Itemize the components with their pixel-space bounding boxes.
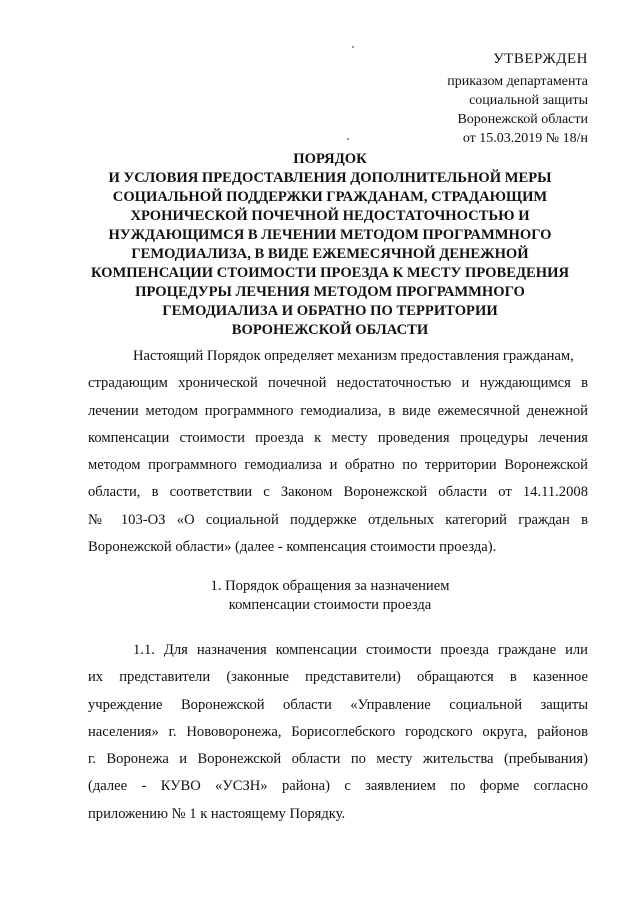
paragraph-line: Настоящий Порядок определяет механизм предоставления гражданам, <box>133 348 574 364</box>
title-line: ПОРЯДОК <box>293 151 367 167</box>
title-line: ГЕМОДИАЛИЗА, В ВИДЕ ЕЖЕМЕСЯЧНОЙ ДЕНЕЖНОЙ <box>131 246 529 262</box>
approval-stamp <box>447 50 588 148</box>
approval-line: социальной защиты <box>469 93 588 108</box>
paragraph-line: страдающим хронической почечной недостаточностью и нуждающимся в <box>88 375 588 392</box>
section-heading-line: компенсации стоимости проезда <box>228 597 432 613</box>
title-line: ПРОЦЕДУРЫ ЛЕЧЕНИЯ МЕТОДОМ ПРОГРАММНОГО <box>135 284 525 300</box>
paragraph-line: (далее - КУВО «УСЗН» района) с заявлением по форме согласно <box>88 778 588 795</box>
title-line: КОМПЕНСАЦИИ СТОИМОСТИ ПРОЕЗДА К МЕСТУ ПРОВЕДЕНИЯ <box>90 265 570 281</box>
paragraph-line: компенсации стоимости проезда к месту проведения процедуры лечения <box>88 429 588 446</box>
paragraph-line: 1.1. Для назначения компенсации стоимости проезда граждане или <box>133 642 588 658</box>
paragraph-line: Воронежской области» (далее - компенсация стоимости проезда). <box>88 539 497 556</box>
title-line: ГЕМОДИАЛИЗА И ОБРАТНО ПО ТЕРРИТОРИИ <box>162 303 498 319</box>
scan-speck <box>347 138 349 140</box>
section-heading-line: 1. Порядок обращения за назначением <box>210 578 450 594</box>
paragraph-line: г. Воронежа и Воронежской области по месту жительства (пребывания) <box>88 751 588 768</box>
title-line: НУЖДАЮЩИМСЯ В ЛЕЧЕНИИ МЕТОДОМ ПРОГРАММНОГО <box>108 227 552 243</box>
paragraph-line: учреждение Воронежской области «Управление социальной защиты <box>88 696 588 713</box>
title-line: СОЦИАЛЬНОЙ ПОДДЕРЖКИ ГРАЖДАНАМ, СТРАДАЮЩИМ <box>112 189 548 205</box>
paragraph-line: лечении методом программного гемодиализа, в виде ежемесячной денежной <box>88 402 588 419</box>
paragraph-line: области, в соответствии с Законом Воронежской области от 14.11.2008 <box>88 484 588 501</box>
approval-line: приказом департамента <box>447 74 588 89</box>
title-line: ХРОНИЧЕСКОЙ ПОЧЕЧНОЙ НЕДОСТАТОЧНОСТЬЮ И <box>130 208 530 224</box>
title-line: И УСЛОВИЯ ПРЕДОСТАВЛЕНИЯ ДОПОЛНИТЕЛЬНОЙ МЕРЫ <box>108 170 552 186</box>
approval-line: Воронежской области <box>457 112 588 127</box>
intro-paragraph <box>88 343 588 561</box>
clause-paragraph <box>88 637 588 828</box>
approval-date: от 15.03.2019 № 18/н <box>462 131 588 146</box>
document-title <box>80 150 580 340</box>
approval-title: УТВЕРЖДЕН <box>493 51 588 67</box>
paragraph-line: методом программного гемодиализа и обратно по территории Воронежской <box>88 457 588 474</box>
paragraph-line: приложению № 1 к настоящему Порядку. <box>88 805 346 822</box>
paragraph-line: их представители (законные представители) обращаются в казенное <box>88 669 588 686</box>
title-line: ВОРОНЕЖСКОЙ ОБЛАСТИ <box>231 322 429 338</box>
paragraph-line: населения» г. Нововоронежа, Борисоглебского городского округа, районов <box>88 723 588 740</box>
section-heading <box>80 577 580 615</box>
paragraph-line: № 103-ОЗ «О социальной поддержке отдельных категорий граждан в <box>88 511 588 528</box>
scan-speck <box>352 46 354 48</box>
